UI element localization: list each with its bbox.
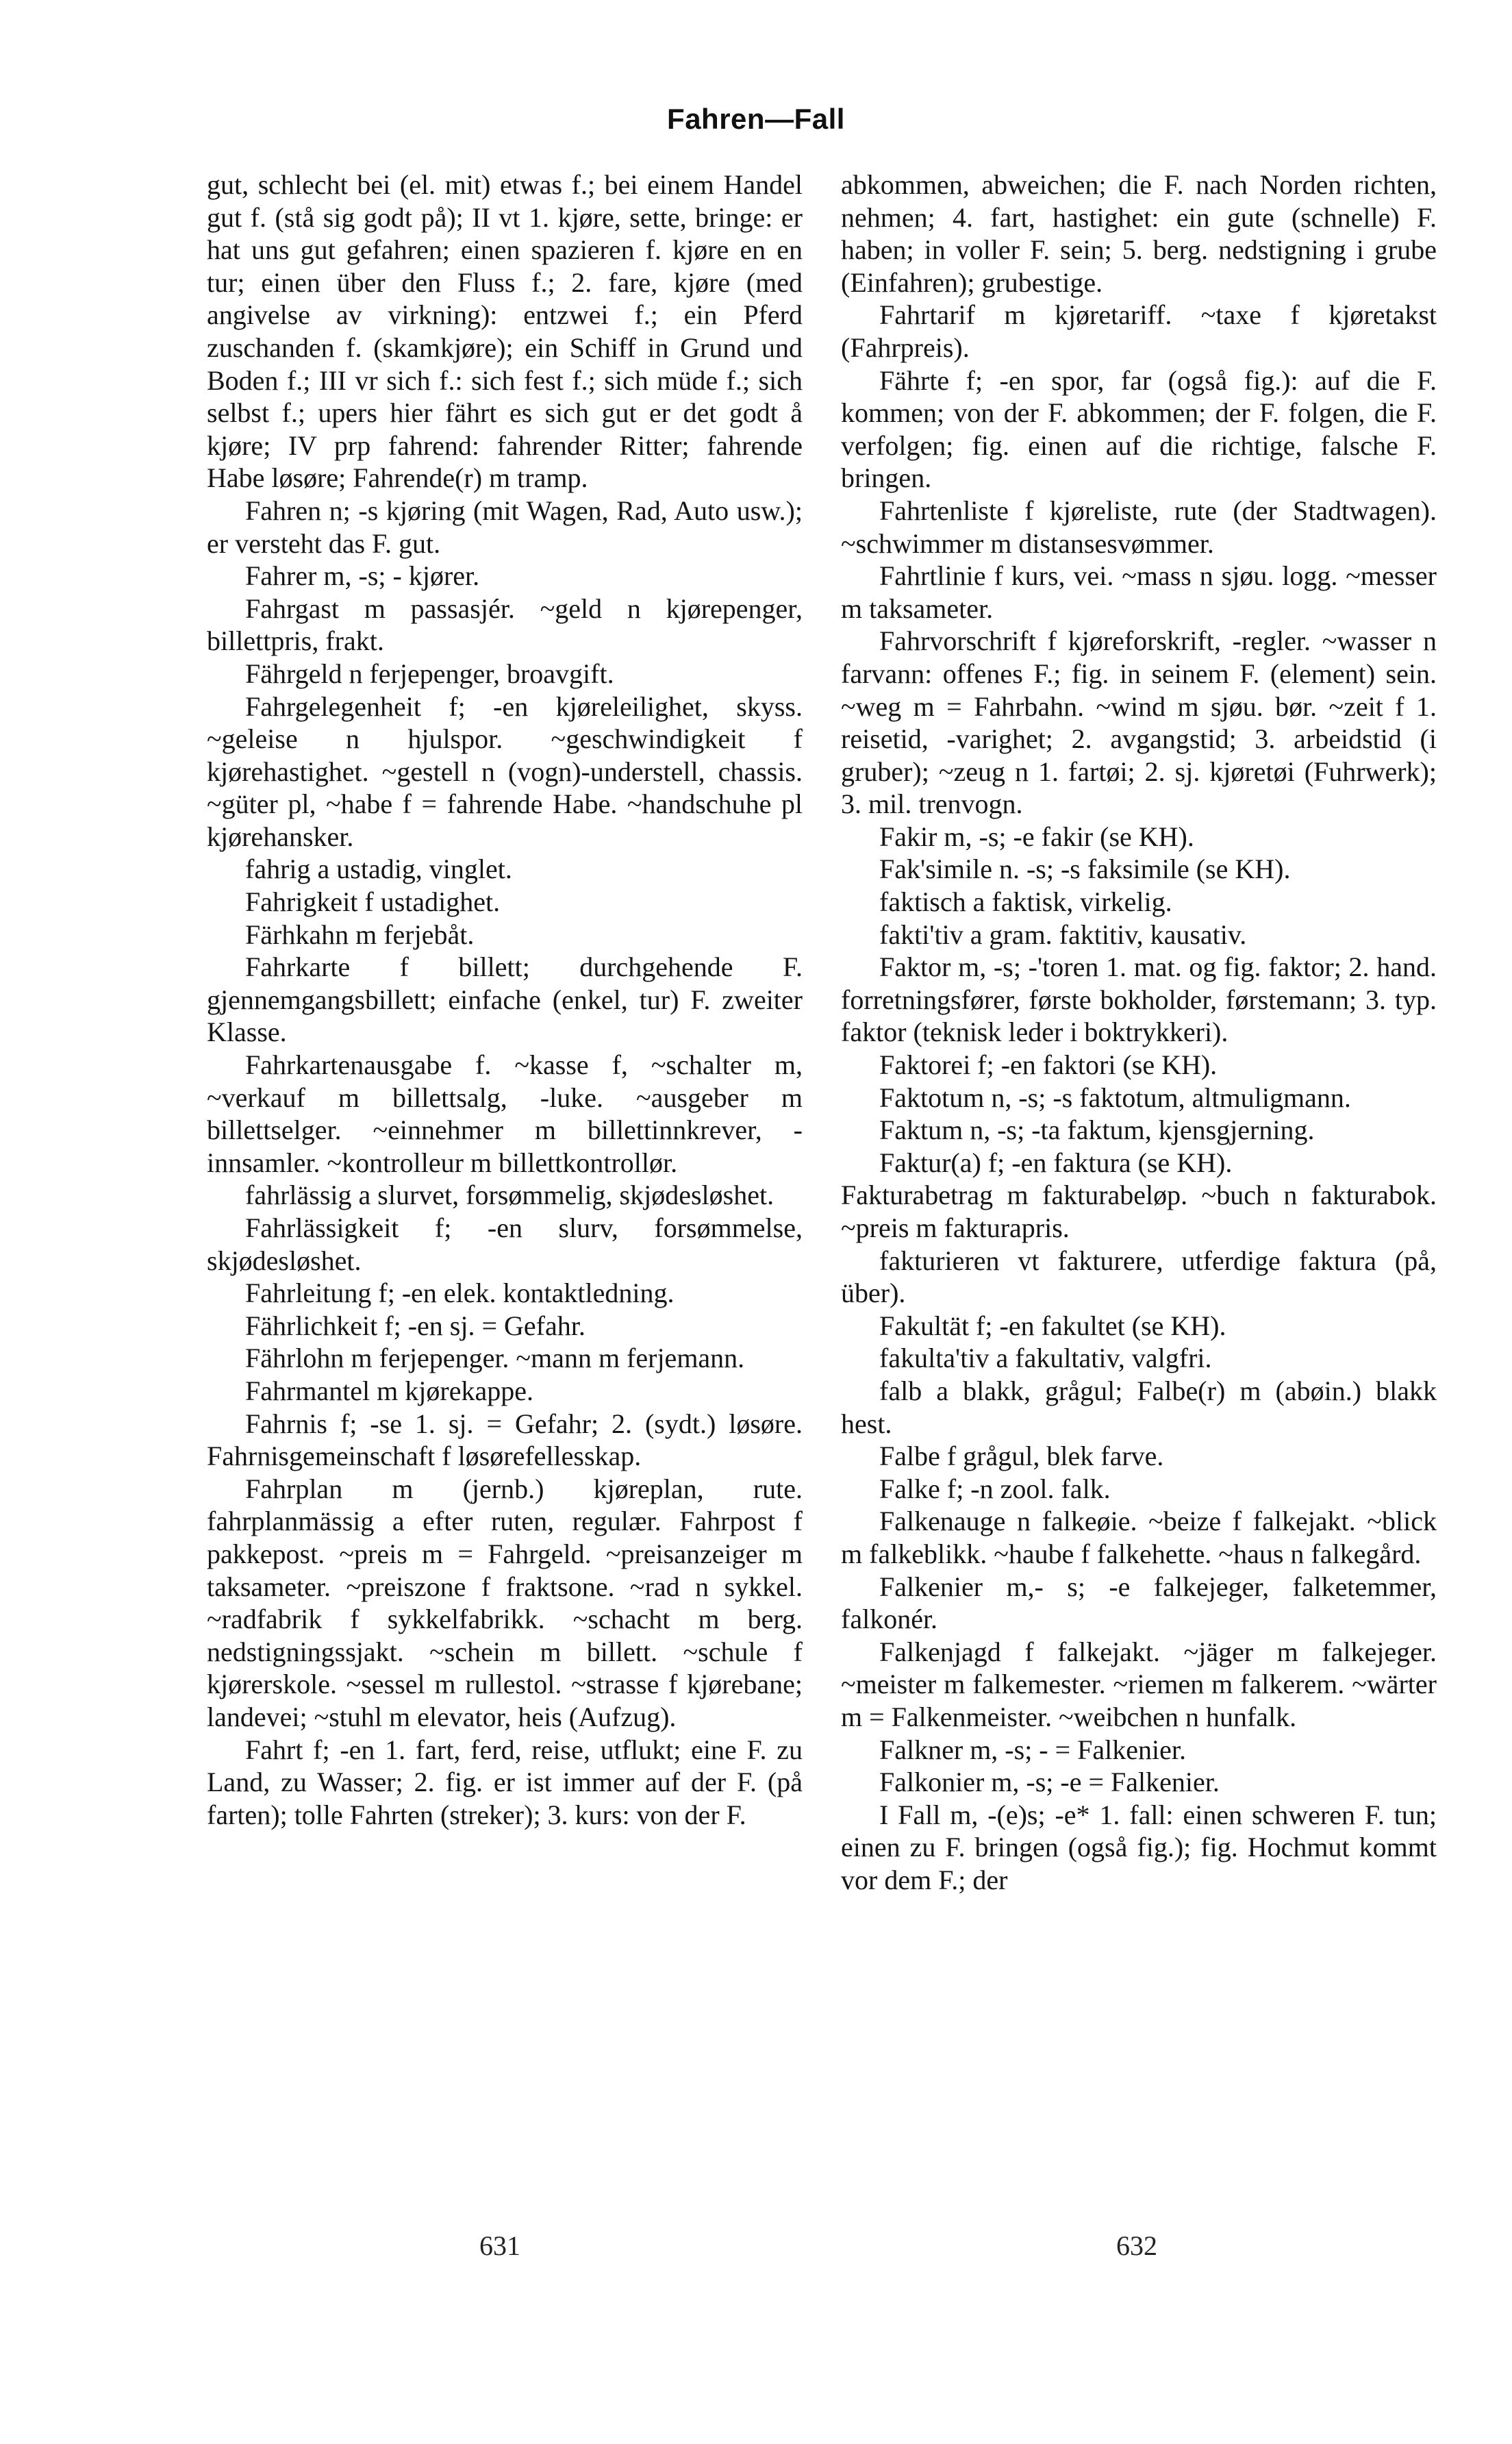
dictionary-entry: Falke f; -n zool. falk. bbox=[879, 1473, 1111, 1504]
continued-entry-text: abkommen, abweichen; die F. nach Norden richten, nehmen; 4. fart, hastighet: ein gute (schnelle) F. haben; in voller F. sein; 5. berg. nedstigning i grube (Einfahren); grubestige. bbox=[841, 169, 1437, 298]
dictionary-entry: Fährte f; -en spor, far (også fig.): auf die F. kommen; von der F. abkommen; der F. folgen, die F. verfolgen; fig. einen auf die richtige, falsche F. bringen. bbox=[841, 364, 1437, 494]
dictionary-entry: Fährgeld n ferjepenger, broavgift. bbox=[245, 658, 614, 689]
dictionary-entry: fakti'tiv a gram. faktitiv, kausativ. bbox=[879, 919, 1247, 950]
left-column bbox=[207, 169, 803, 1831]
dictionary-entry: Faktor m, -s; -'toren 1. mat. og fig. faktor; 2. hand. forretningsfører, første bokholder, førstemann; 3. typ. faktor (teknisk leder i boktrykkeri). bbox=[841, 951, 1437, 1048]
dictionary-entry: falb a blakk, grågul; Falbe(r) m (abøin.) blakk hest. bbox=[841, 1375, 1437, 1439]
dictionary-entry: Fakir m, -s; -e fakir (se KH). bbox=[879, 821, 1194, 852]
dictionary-entry: Falbe f grågul, blek farve. bbox=[879, 1441, 1164, 1472]
dictionary-entry: Falkenauge n falkeøie. ~beize f falkejakt. ~blick m falkeblikk. ~haube f falkehette. ~haus n falkegård. bbox=[841, 1506, 1437, 1569]
dictionary-entry: Faktur(a) f; -en faktura (se KH). bbox=[879, 1147, 1233, 1178]
dictionary-entry: Faktorei f; -en faktori (se KH). bbox=[879, 1049, 1218, 1081]
dictionary-entry: fahrlässig a slurvet, forsømmelig, skjødesløshet. bbox=[245, 1180, 774, 1211]
dictionary-entry: Fakultät f; -en fakultet (se KH). bbox=[879, 1310, 1226, 1341]
dictionary-entry: Fahrkarte f billett; durchgehende F. gjennemgangsbillett; einfache (enkel, tur) F. zweiter Klasse. bbox=[207, 951, 803, 1048]
page-header-title: Fahren—Fall bbox=[667, 103, 845, 135]
continued-entry-text: gut, schlecht bei (el. mit) etwas f.; bei einem Handel gut f. (stå sig godt på); II vt 1. kjøre, sette, bringe: er hat uns gut gefahren; einen spazieren f. kjøre en en tur; einen über den Fluss f.; 2. fare, kjøre (med angivelse av virkning): entzwei f.; ein Pferd zuschanden f. (skamkjøre); ein Schiff in Grund und Boden f.; III vr sich f.: sich fest f.; sich müde f.; sich selbst f.; upers hier fährt es sich gut er det godt å kjøre; IV prp fahrend: fahrender Ritter; fahrende Habe løsøre; Fahrende(r) m tramp. bbox=[207, 169, 803, 494]
dictionary-entry: Fahren n; -s kjøring (mit Wagen, Rad, Auto usw.); er versteht das F. gut. bbox=[207, 495, 803, 559]
dictionary-entry: Falkenier m,- s; -e falkejeger, falketemmer, falkonér. bbox=[841, 1571, 1437, 1635]
dictionary-entry: Fahrgelegenheit f; -en kjøreleilighet, skyss. ~geleise n hjulspor. ~geschwindigkeit f kjørehastighet. ~gestell n (vogn)-understell, chassis. ~güter pl, ~habe f = fahrende Habe. ~handschuhe pl kjørehansker. bbox=[207, 690, 803, 852]
page-number-left: 631 bbox=[479, 2230, 520, 2261]
dictionary-entry: I Fall m, -(e)s; -e* 1. fall: einen schweren F. tun; einen zu F. bringen (også fig.); fig. Hochmut kommt vor dem F.; der bbox=[841, 1799, 1437, 1895]
dictionary-entry: fakulta'tiv a fakultativ, valgfri. bbox=[879, 1343, 1212, 1374]
dictionary-entry: Fahrmantel m kjørekappe. bbox=[245, 1375, 533, 1406]
dictionary-entry: Falkenjagd f falkejakt. ~jäger m falkejeger. ~meister m falkemester. ~riemen m falkerem. ~wärter m = Falkenmeister. ~weibchen n hunfalk. bbox=[841, 1636, 1437, 1732]
dictionary-entry: Fahrtlinie f kurs, vei. ~mass n sjøu. logg. ~messer m taksameter. bbox=[841, 560, 1437, 624]
page-number-right: 632 bbox=[1116, 2230, 1157, 2261]
dictionary-entry: Fak'simile n. -s; -s faksimile (se KH). bbox=[879, 853, 1291, 885]
dictionary-entry: faktisch a faktisk, virkelig. bbox=[879, 886, 1172, 918]
dictionary-entry: Falkner m, -s; - = Falkenier. bbox=[879, 1734, 1187, 1765]
dictionary-entry: Fahrkartenausgabe f. ~kasse f, ~schalter m, ~verkauf m billettsalg, -luke. ~ausgeber m billettselger. ~einnehmer m billettinnkrever, -innsamler. ~kontrolleur m billettkontrollør. bbox=[207, 1049, 803, 1178]
dictionary-entry: Fahrigkeit f ustadighet. bbox=[245, 886, 501, 918]
right-column bbox=[841, 169, 1437, 1896]
dictionary-entry: Fakturabetrag m fakturabeløp. ~buch n fakturabok. ~preis m fakturapris. bbox=[841, 1180, 1437, 1243]
dictionary-entry: Fahrvorschrift f kjøreforskrift, -regler. ~wasser n farvann: offenes F.; fig. in seinem F. (element) sein. ~weg m = Fahrbahn. ~wind m sjøu. bør. ~zeit f 1. reisetid, -varighet; 2. avgangstid; 3. arbeidstid (i gruber); ~zeug n 1. fartøi; 2. sj. kjøretøi (Fuhrwerk); 3. mil. trenvogn. bbox=[841, 625, 1437, 820]
dictionary-entry: Fahrgast m passasjér. ~geld n kjørepenger, billettpris, frakt. bbox=[207, 593, 803, 657]
dictionary-entry: Faktum n, -s; -ta faktum, kjensgjerning. bbox=[879, 1114, 1315, 1146]
dictionary-entry: Fährlohn m ferjepenger. ~mann m ferjemann. bbox=[245, 1343, 745, 1374]
dictionary-entry: Fahrer m, -s; - kjører. bbox=[245, 560, 480, 592]
dictionary-entry: Fahrtenliste f kjøreliste, rute (der Stadtwagen). ~schwimmer m distansesvømmer. bbox=[841, 495, 1437, 559]
dictionary-entry: Fahrleitung f; -en elek. kontaktledning. bbox=[245, 1277, 675, 1309]
dictionary-entry: Fahrnis f; -se 1. sj. = Gefahr; 2. (sydt.) løsøre. Fahrnisgemeinschaft f løsørefellesskap. bbox=[207, 1408, 803, 1472]
dictionary-entry: Falkonier m, -s; -e = Falkenier. bbox=[879, 1767, 1220, 1798]
dictionary-entry: Fährlichkeit f; -en sj. = Gefahr. bbox=[245, 1310, 585, 1341]
dictionary-entry: fakturieren vt fakturere, utferdige faktura (på, über). bbox=[841, 1245, 1437, 1309]
dictionary-entry: Fahrlässigkeit f; -en slurv, forsømmelse, skjødesløshet. bbox=[207, 1212, 803, 1276]
dictionary-entry: Faktotum n, -s; -s faktotum, altmuligmann. bbox=[879, 1082, 1351, 1113]
dictionary-entry: Fahrt f; -en 1. fart, ferd, reise, utflukt; eine F. zu Land, zu Wasser; 2. fig. er ist immer auf der F. (på farten); tolle Fahrten (streker); 3. kurs: von der F. bbox=[207, 1734, 803, 1830]
dictionary-entry: Fahrplan m (jernb.) kjøreplan, rute. fahrplanmässig a efter ruten, regulær. Fahrpost f pakkepost. ~preis m = Fahrgeld. ~preisanzeiger m taksameter. ~preiszone f fraktsone. ~rad n sykkel. ~radfabrik f sykkelfabrikk. ~schacht m berg. nedstigningssjakt. ~schein m billett. ~schule f kjørerskole. ~sessel m rullestol. ~strasse f kjørebane; landevei; ~stuhl m elevator, heis (Aufzug). bbox=[207, 1473, 803, 1732]
dictionary-entry: Färhkahn m ferjebåt. bbox=[245, 919, 475, 950]
dictionary-entry: fahrig a ustadig, vinglet. bbox=[245, 853, 512, 885]
dictionary-entry: Fahrtarif m kjøretariff. ~taxe f kjøretakst (Fahrpreis). bbox=[841, 299, 1437, 363]
